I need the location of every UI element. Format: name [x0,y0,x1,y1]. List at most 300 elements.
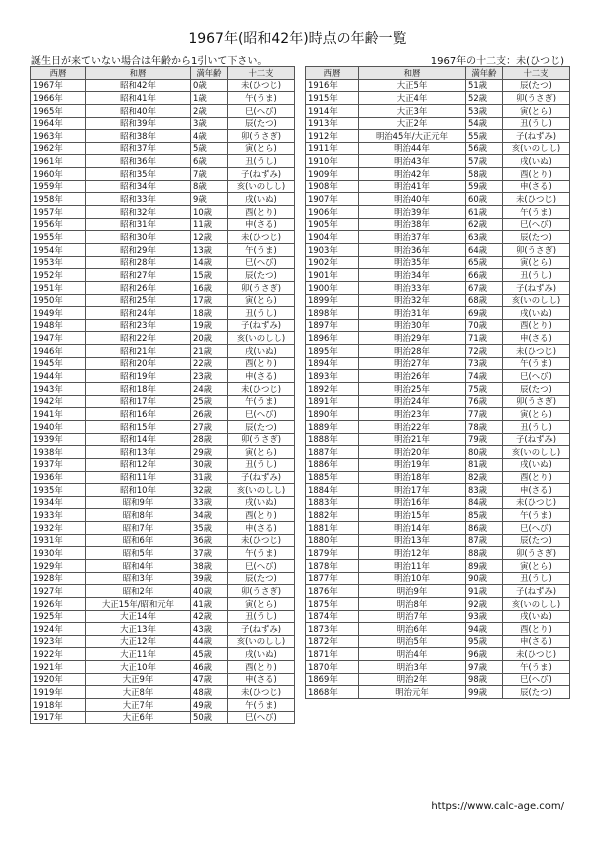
cell-zodiac: 申(さる) [228,218,295,231]
cell-age: 8歳 [191,180,228,193]
table-row [306,357,570,370]
cell-zodiac: 未(ひつじ) [503,648,570,661]
cell-japanese-era: 明治35年 [359,256,466,269]
cell-japanese-era: 昭和41年 [86,92,191,105]
cell-zodiac: 未(ひつじ) [228,383,295,396]
cell-western-year: 1935年 [31,484,86,497]
cell-western-year: 1899年 [306,294,359,307]
cell-age: 64歳 [466,243,503,256]
cell-japanese-era: 昭和13年 [86,446,191,459]
table-row [31,294,295,307]
cell-western-year: 1927年 [31,585,86,598]
cell-japanese-era: 明治44年 [359,142,466,155]
cell-age: 75歳 [466,383,503,396]
cell-japanese-era: 明治26年 [359,370,466,383]
cell-japanese-era: 明治17年 [359,484,466,497]
cell-japanese-era: 明治14年 [359,522,466,535]
table-row [31,458,295,471]
table-row [306,345,570,358]
table-row [306,243,570,256]
table-row [31,661,295,674]
cell-western-year: 1894年 [306,357,359,370]
cell-zodiac: 未(ひつじ) [503,496,570,509]
cell-japanese-era: 昭和33年 [86,193,191,206]
header-age: 満年齢 [191,67,228,80]
table-row [31,281,295,294]
table-row [31,623,295,636]
table-row [306,585,570,598]
cell-japanese-era: 明治13年 [359,534,466,547]
table-row [306,281,570,294]
cell-zodiac: 巳(へび) [228,711,295,724]
cell-zodiac: 戌(いぬ) [503,458,570,471]
table-row [306,420,570,433]
cell-japanese-era: 明治2年 [359,673,466,686]
cell-japanese-era: 昭和36年 [86,155,191,168]
cell-japanese-era: 明治37年 [359,231,466,244]
cell-zodiac: 亥(いのしし) [228,180,295,193]
cell-western-year: 1913年 [306,117,359,130]
cell-age: 92歳 [466,597,503,610]
cell-age: 16歳 [191,281,228,294]
cell-age: 47歳 [191,673,228,686]
table-row [31,509,295,522]
table-row [306,484,570,497]
cell-western-year: 1878年 [306,559,359,572]
cell-zodiac: 亥(いのしし) [503,597,570,610]
age-table-left [30,66,295,724]
cell-zodiac: 巳(へび) [228,408,295,421]
cell-japanese-era: 明治20年 [359,446,466,459]
table-row [31,610,295,623]
table-row [306,319,570,332]
table-row [31,206,295,219]
table-row [306,686,570,699]
cell-age: 0歳 [191,79,228,92]
cell-age: 12歳 [191,231,228,244]
table-row [306,294,570,307]
cell-age: 37歳 [191,547,228,560]
table-row [306,534,570,547]
cell-age: 30歳 [191,458,228,471]
cell-zodiac: 丑(うし) [503,572,570,585]
cell-zodiac: 午(うま) [228,243,295,256]
cell-age: 18歳 [191,307,228,320]
cell-age: 35歳 [191,522,228,535]
table-body-left [31,79,295,724]
cell-age: 91歳 [466,585,503,598]
cell-western-year: 1885年 [306,471,359,484]
cell-japanese-era: 昭和6年 [86,534,191,547]
cell-japanese-era: 昭和35年 [86,168,191,181]
cell-japanese-era: 明治30年 [359,319,466,332]
cell-japanese-era: 昭和15年 [86,420,191,433]
cell-western-year: 1891年 [306,395,359,408]
cell-western-year: 1896年 [306,332,359,345]
cell-western-year: 1870年 [306,661,359,674]
cell-western-year: 1963年 [31,130,86,143]
birthday-note: 誕生日が来ていない場合は年齢から1引いて下さい。 [31,56,268,67]
table-row [306,92,570,105]
cell-age: 42歳 [191,610,228,623]
cell-age: 38歳 [191,559,228,572]
cell-zodiac: 申(さる) [503,484,570,497]
cell-age: 22歳 [191,357,228,370]
cell-western-year: 1882年 [306,509,359,522]
cell-age: 73歳 [466,357,503,370]
cell-age: 90歳 [466,572,503,585]
table-row [31,79,295,92]
cell-western-year: 1924年 [31,623,86,636]
cell-western-year: 1930年 [31,547,86,560]
cell-age: 98歳 [466,673,503,686]
cell-western-year: 1940年 [31,420,86,433]
cell-japanese-era: 昭和12年 [86,458,191,471]
cell-japanese-era: 昭和34年 [86,180,191,193]
cell-western-year: 1923年 [31,635,86,648]
table-row [306,547,570,560]
cell-japanese-era: 明治12年 [359,547,466,560]
cell-japanese-era: 昭和31年 [86,218,191,231]
cell-age: 34歳 [191,509,228,522]
cell-japanese-era: 明治11年 [359,559,466,572]
cell-japanese-era: 昭和9年 [86,496,191,509]
cell-zodiac: 丑(うし) [503,420,570,433]
cell-zodiac: 亥(いのしし) [228,332,295,345]
table-row [306,383,570,396]
cell-western-year: 1964年 [31,117,86,130]
table-row [31,130,295,143]
cell-western-year: 1909年 [306,168,359,181]
cell-japanese-era: 明治15年 [359,509,466,522]
cell-japanese-era: 昭和28年 [86,256,191,269]
cell-zodiac: 戌(いぬ) [503,155,570,168]
cell-western-year: 1889年 [306,420,359,433]
cell-western-year: 1925年 [31,610,86,623]
cell-zodiac: 戌(いぬ) [228,193,295,206]
cell-western-year: 1921年 [31,661,86,674]
cell-age: 84歳 [466,496,503,509]
cell-japanese-era: 明治4年 [359,648,466,661]
cell-age: 3歳 [191,117,228,130]
cell-zodiac: 戌(いぬ) [503,307,570,320]
cell-zodiac: 卯(うさぎ) [503,547,570,560]
cell-western-year: 1928年 [31,572,86,585]
header-japanese-era: 和暦 [86,67,191,80]
table-row [31,648,295,661]
cell-western-year: 1961年 [31,155,86,168]
table-row [306,446,570,459]
cell-zodiac: 申(さる) [228,370,295,383]
cell-japanese-era: 明治43年 [359,155,466,168]
cell-japanese-era: 昭和10年 [86,484,191,497]
cell-zodiac: 寅(とら) [228,446,295,459]
cell-zodiac: 亥(いのしし) [228,635,295,648]
cell-western-year: 1915年 [306,92,359,105]
table-row [31,597,295,610]
cell-western-year: 1877年 [306,572,359,585]
cell-age: 28歳 [191,433,228,446]
cell-age: 10歳 [191,206,228,219]
cell-zodiac: 丑(うし) [503,117,570,130]
cell-japanese-era: 大正15年/昭和元年 [86,597,191,610]
cell-zodiac: 午(うま) [503,357,570,370]
table-row [306,673,570,686]
cell-zodiac: 卯(うさぎ) [228,281,295,294]
cell-japanese-era: 明治40年 [359,193,466,206]
cell-western-year: 1904年 [306,231,359,244]
cell-zodiac: 酉(とり) [228,509,295,522]
cell-western-year: 1920年 [31,673,86,686]
cell-japanese-era: 明治9年 [359,585,466,598]
cell-zodiac: 酉(とり) [228,206,295,219]
cell-zodiac: 辰(たつ) [503,231,570,244]
table-row [306,117,570,130]
cell-zodiac: 子(ねずみ) [228,319,295,332]
cell-japanese-era: 明治5年 [359,635,466,648]
table-row [31,420,295,433]
cell-age: 81歳 [466,458,503,471]
cell-age: 61歳 [466,206,503,219]
table-row [306,623,570,636]
header-age: 満年齢 [466,67,503,80]
cell-age: 50歳 [191,711,228,724]
cell-age: 46歳 [191,661,228,674]
header-western-year: 西暦 [306,67,359,80]
cell-age: 21歳 [191,345,228,358]
cell-age: 23歳 [191,370,228,383]
table-row [31,256,295,269]
cell-western-year: 1907年 [306,193,359,206]
table-row [31,357,295,370]
cell-western-year: 1941年 [31,408,86,421]
cell-western-year: 1932年 [31,522,86,535]
cell-age: 11歳 [191,218,228,231]
cell-japanese-era: 明治39年 [359,206,466,219]
cell-zodiac: 丑(うし) [228,307,295,320]
header-zodiac: 十二支 [228,67,295,80]
cell-age: 65歳 [466,256,503,269]
cell-japanese-era: 昭和23年 [86,319,191,332]
cell-zodiac: 申(さる) [228,522,295,535]
cell-japanese-era: 昭和24年 [86,307,191,320]
cell-age: 20歳 [191,332,228,345]
cell-japanese-era: 昭和16年 [86,408,191,421]
cell-western-year: 1871年 [306,648,359,661]
cell-age: 15歳 [191,269,228,282]
cell-age: 7歳 [191,168,228,181]
cell-age: 79歳 [466,433,503,446]
cell-japanese-era: 明治38年 [359,218,466,231]
footer-url[interactable]: https://www.calc-age.com/ [431,801,564,812]
cell-western-year: 1939年 [31,433,86,446]
cell-western-year: 1922年 [31,648,86,661]
cell-zodiac: 未(ひつじ) [228,79,295,92]
cell-western-year: 1912年 [306,130,359,143]
cell-zodiac: 辰(たつ) [228,117,295,130]
table-row [306,395,570,408]
cell-western-year: 1908年 [306,180,359,193]
table-row [306,269,570,282]
cell-age: 57歳 [466,155,503,168]
cell-age: 55歳 [466,130,503,143]
cell-zodiac: 子(ねずみ) [228,471,295,484]
cell-age: 60歳 [466,193,503,206]
cell-japanese-era: 昭和20年 [86,357,191,370]
cell-japanese-era: 大正13年 [86,623,191,636]
cell-age: 31歳 [191,471,228,484]
cell-japanese-era: 明治18年 [359,471,466,484]
cell-western-year: 1900年 [306,281,359,294]
cell-age: 99歳 [466,686,503,699]
cell-japanese-era: 明治7年 [359,610,466,623]
cell-zodiac: 酉(とり) [503,623,570,636]
cell-japanese-era: 明治28年 [359,345,466,358]
cell-japanese-era: 明治3年 [359,661,466,674]
cell-japanese-era: 大正10年 [86,661,191,674]
table-row [31,572,295,585]
cell-western-year: 1952年 [31,269,86,282]
cell-western-year: 1916年 [306,79,359,92]
cell-western-year: 1937年 [31,458,86,471]
table-row [31,269,295,282]
cell-japanese-era: 明治27年 [359,357,466,370]
table-row [31,231,295,244]
cell-zodiac: 丑(うし) [503,269,570,282]
table-row [31,117,295,130]
table-row [31,383,295,396]
cell-zodiac: 巳(へび) [503,370,570,383]
table-header-row [306,67,570,80]
cell-western-year: 1938年 [31,446,86,459]
table-row [306,496,570,509]
cell-age: 41歳 [191,597,228,610]
cell-western-year: 1887年 [306,446,359,459]
cell-zodiac: 酉(とり) [503,319,570,332]
cell-zodiac: 未(ひつじ) [503,345,570,358]
table-row [306,471,570,484]
cell-western-year: 1942年 [31,395,86,408]
cell-western-year: 1901年 [306,269,359,282]
cell-age: 58歳 [466,168,503,181]
cell-zodiac: 寅(とら) [503,559,570,572]
cell-japanese-era: 昭和18年 [86,383,191,396]
table-row [306,307,570,320]
cell-japanese-era: 昭和30年 [86,231,191,244]
cell-zodiac: 巳(へび) [228,256,295,269]
cell-japanese-era: 大正9年 [86,673,191,686]
cell-age: 27歳 [191,420,228,433]
cell-zodiac: 戌(いぬ) [228,345,295,358]
cell-japanese-era: 昭和22年 [86,332,191,345]
cell-japanese-era: 明治21年 [359,433,466,446]
cell-zodiac: 戌(いぬ) [228,496,295,509]
cell-age: 83歳 [466,484,503,497]
cell-zodiac: 亥(いのしし) [228,484,295,497]
cell-japanese-era: 大正11年 [86,648,191,661]
cell-zodiac: 午(うま) [228,395,295,408]
cell-age: 4歳 [191,130,228,143]
cell-age: 25歳 [191,395,228,408]
cell-japanese-era: 明治23年 [359,408,466,421]
table-row [306,155,570,168]
table-row [31,319,295,332]
cell-zodiac: 卯(うさぎ) [228,433,295,446]
table-row [31,559,295,572]
cell-japanese-era: 昭和25年 [86,294,191,307]
cell-japanese-era: 昭和27年 [86,269,191,282]
cell-western-year: 1898年 [306,307,359,320]
cell-western-year: 1911年 [306,142,359,155]
table-row [31,104,295,117]
cell-western-year: 1893年 [306,370,359,383]
cell-age: 82歳 [466,471,503,484]
cell-western-year: 1917年 [31,711,86,724]
cell-western-year: 1948年 [31,319,86,332]
cell-western-year: 1962年 [31,142,86,155]
table-row [306,370,570,383]
cell-japanese-era: 明治25年 [359,383,466,396]
cell-western-year: 1880年 [306,534,359,547]
cell-japanese-era: 昭和40年 [86,104,191,117]
cell-age: 59歳 [466,180,503,193]
cell-age: 14歳 [191,256,228,269]
cell-age: 80歳 [466,446,503,459]
cell-western-year: 1874年 [306,610,359,623]
cell-western-year: 1945年 [31,357,86,370]
cell-japanese-era: 昭和14年 [86,433,191,446]
cell-japanese-era: 昭和11年 [86,471,191,484]
cell-age: 69歳 [466,307,503,320]
cell-japanese-era: 明治22年 [359,420,466,433]
cell-zodiac: 午(うま) [228,547,295,560]
cell-western-year: 1873年 [306,623,359,636]
table-row [31,699,295,712]
cell-age: 19歳 [191,319,228,332]
cell-japanese-era: 大正2年 [359,117,466,130]
cell-western-year: 1869年 [306,673,359,686]
table-row [306,193,570,206]
cell-japanese-era: 昭和39年 [86,117,191,130]
cell-western-year: 1955年 [31,231,86,244]
cell-japanese-era: 大正4年 [359,92,466,105]
cell-zodiac: 酉(とり) [503,168,570,181]
cell-japanese-era: 明治32年 [359,294,466,307]
cell-zodiac: 辰(たつ) [503,79,570,92]
table-row [306,231,570,244]
table-row [306,256,570,269]
cell-age: 40歳 [191,585,228,598]
cell-age: 63歳 [466,231,503,244]
cell-western-year: 1950年 [31,294,86,307]
cell-japanese-era: 昭和38年 [86,130,191,143]
cell-age: 62歳 [466,218,503,231]
cell-age: 2歳 [191,104,228,117]
table-row [306,648,570,661]
cell-age: 76歳 [466,395,503,408]
cell-zodiac: 酉(とり) [503,471,570,484]
table-row [31,534,295,547]
table-row [31,370,295,383]
cell-japanese-era: 明治16年 [359,496,466,509]
cell-zodiac: 辰(たつ) [503,383,570,396]
cell-western-year: 1919年 [31,686,86,699]
cell-japanese-era: 明治6年 [359,623,466,636]
cell-zodiac: 亥(いのしし) [503,142,570,155]
cell-japanese-era: 明治36年 [359,243,466,256]
cell-age: 72歳 [466,345,503,358]
table-row [306,168,570,181]
